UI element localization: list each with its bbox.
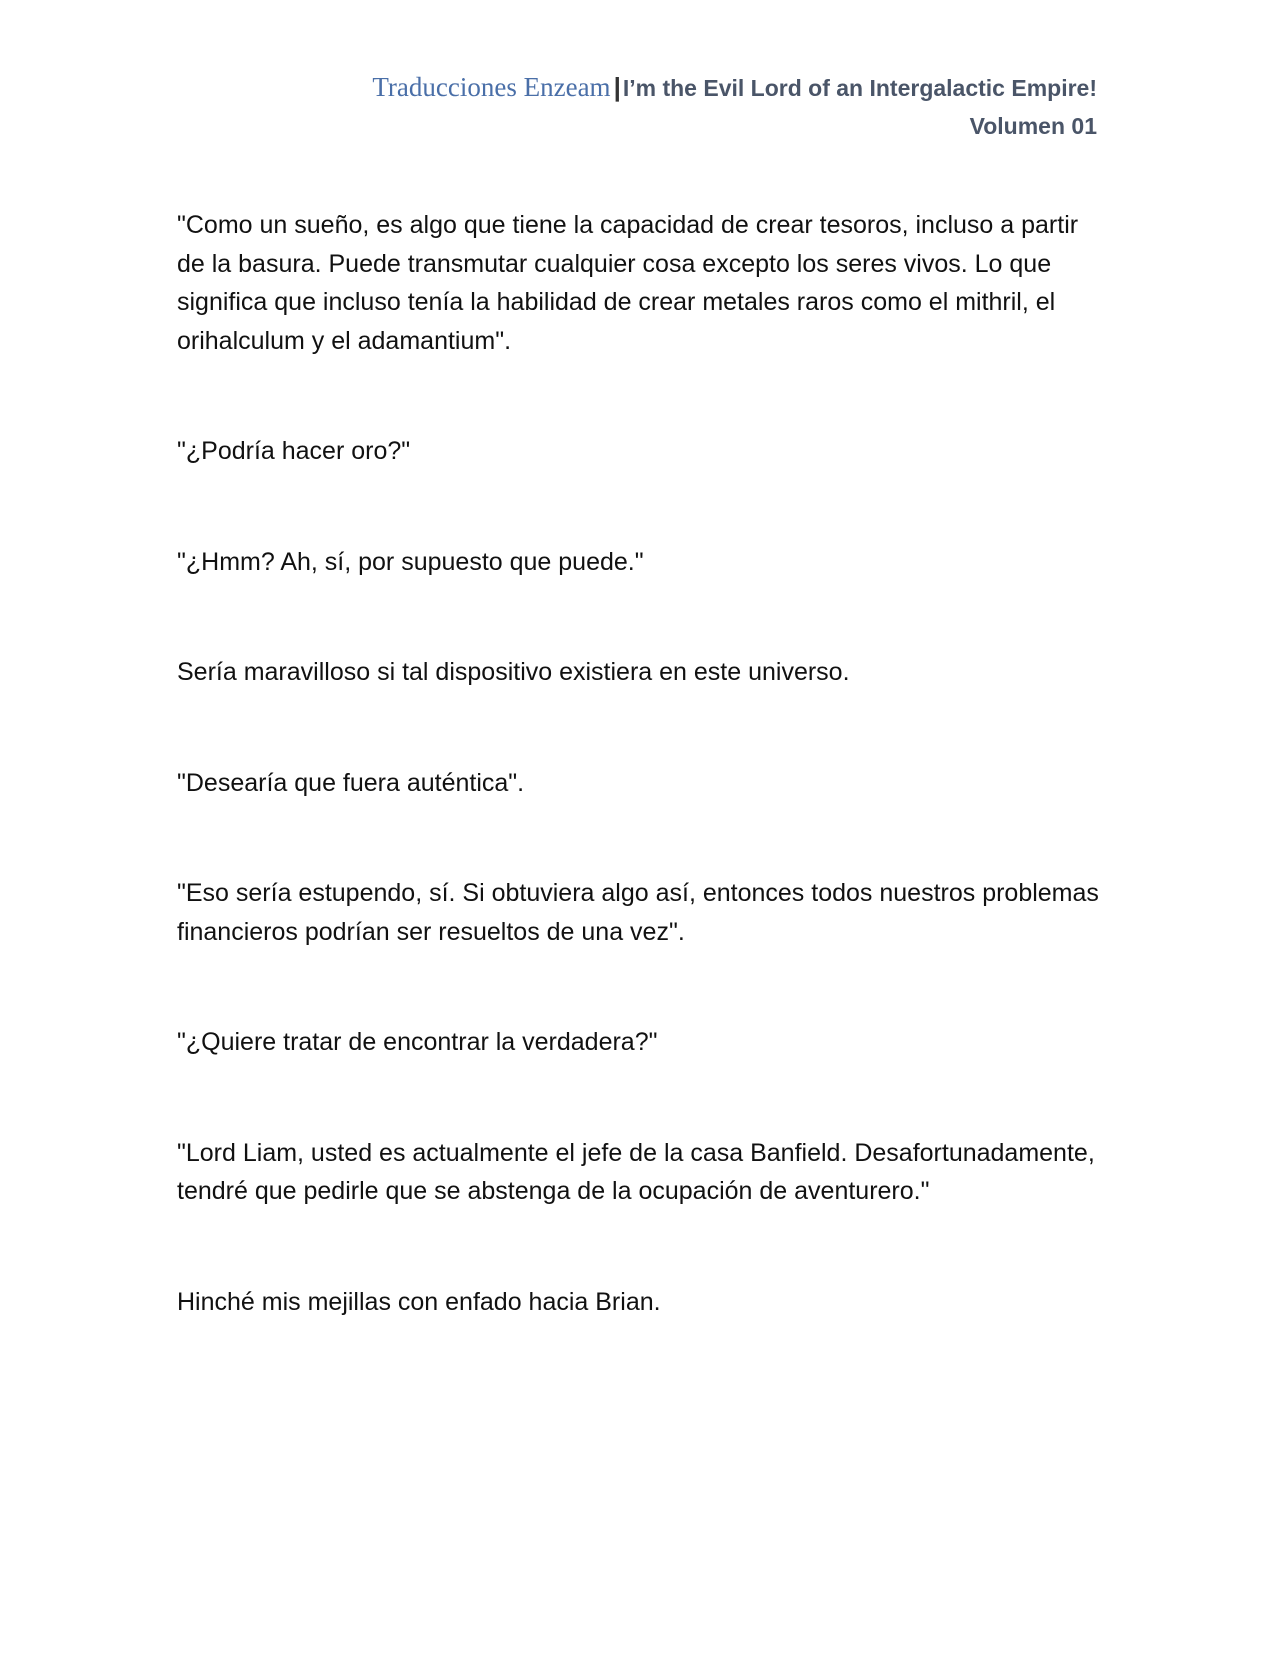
paragraph: "Desearía que fuera auténtica". bbox=[177, 768, 525, 797]
document-body bbox=[177, 206, 1107, 1393]
paragraph: "Como un sueño, es algo que tiene la capacidad de crear tesoros, incluso a partir de la basura. Puede transmutar cualquier cosa excepto los seres vivos. Lo que significa que incluso tenía la habilidad de crear metales raros como el mithril, el orihalculum y el adamantium". bbox=[177, 211, 1079, 355]
paragraph: Sería maravilloso si tal dispositivo existiera en este universo. bbox=[177, 658, 850, 686]
page-header bbox=[372, 70, 1097, 143]
volume-label: Volumen 01 bbox=[969, 113, 1097, 139]
paragraph: Hinché mis mejillas con enfado hacia Brian. bbox=[177, 1287, 661, 1316]
paragraph: "Eso sería estupendo, sí. Si obtuviera algo así, entonces todos nuestros problemas financieros podrían ser resueltos de una vez". bbox=[177, 879, 1099, 946]
translator-brand: Traducciones Enzeam bbox=[372, 72, 611, 102]
paragraph: "¿Hmm? Ah, sí, por supuesto que puede." bbox=[177, 547, 644, 576]
paragraph: "Lord Liam, usted es actualmente el jefe de la casa Banfield. Desafortunadamente, tendré que pedirle que se abstenga de la ocupación de aventurero." bbox=[177, 1138, 1095, 1205]
header-title-line bbox=[372, 70, 1097, 109]
book-title: I’m the Evil Lord of an Intergalactic Empire! bbox=[622, 75, 1097, 101]
paragraph: "¿Quiere tratar de encontrar la verdadera?" bbox=[177, 1028, 658, 1056]
paragraph: "¿Podría hacer oro?" bbox=[177, 437, 411, 465]
header-separator: | bbox=[613, 72, 621, 102]
